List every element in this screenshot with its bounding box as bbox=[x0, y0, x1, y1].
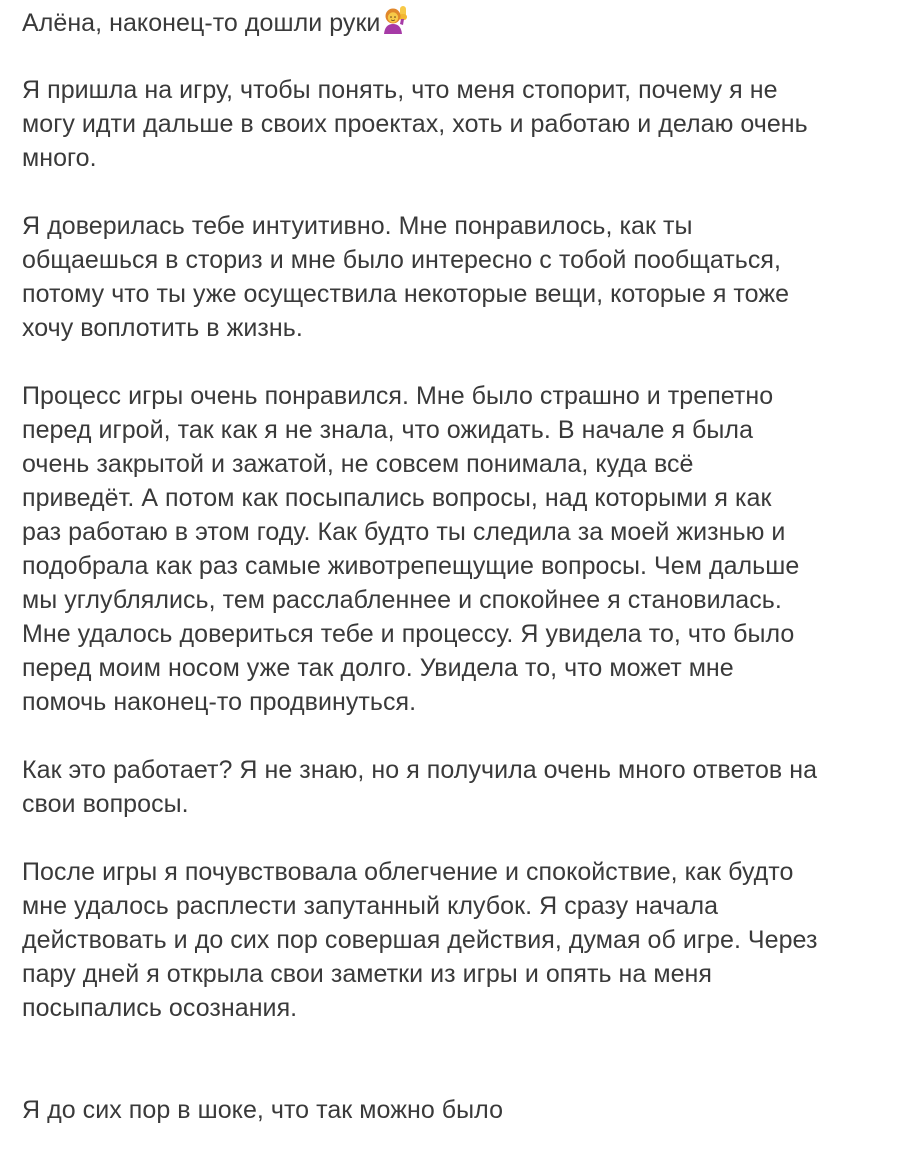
paragraph-list bbox=[22, 73, 912, 1127]
text-line: хочу воплотить в жизнь. bbox=[22, 314, 303, 342]
text-line: Я доверилась тебе интуитивно. Мне понравилось, как ты bbox=[22, 212, 693, 240]
text-line: потому что ты уже осуществила некоторые вещи, которые я тоже bbox=[22, 280, 790, 308]
paragraph bbox=[22, 209, 912, 345]
message-body bbox=[22, 5, 912, 1161]
text-line: много. bbox=[22, 144, 97, 172]
text-line: посыпались осознания. bbox=[22, 994, 298, 1022]
text-line: раз работаю в этом году. Как будто ты следила за моей жизнью и bbox=[22, 518, 786, 546]
text-line: Как это работает? Я не знаю, но я получила очень много ответов на bbox=[22, 756, 818, 784]
raising-hand-woman-icon bbox=[381, 5, 411, 44]
text-line: подобрала как раз самые животрепещущие вопросы. Чем дальше bbox=[22, 552, 800, 580]
text-line: мне удалось расплести запутанный клубок. Я сразу начала bbox=[22, 892, 719, 920]
text-line: пару дней я открыла свои заметки из игры и опять на меня bbox=[22, 960, 712, 988]
paragraph bbox=[22, 379, 912, 719]
text-line: могу идти дальше в своих проектах, хоть и работаю и делаю очень bbox=[22, 110, 808, 138]
paragraph bbox=[22, 855, 912, 1025]
text-line: Процесс игры очень понравился. Мне было страшно и трепетно bbox=[22, 382, 774, 410]
text-line: очень закрытой и зажатой, не совсем понимала, куда всё bbox=[22, 450, 694, 478]
paragraph bbox=[22, 73, 912, 175]
text-line: Я пришла на игру, чтобы понять, что меня стопорит, почему я не bbox=[22, 76, 778, 104]
greeting-text: Алёна, наконец-то дошли руки bbox=[22, 9, 381, 37]
text-line: приведёт. А потом как посыпались вопросы, над которыми я как bbox=[22, 484, 772, 512]
text-line: После игры я почувствовала облегчение и спокойствие, как будто bbox=[22, 858, 794, 886]
text-line: перед игрой, так как я не знала, что ожидать. В начале я была bbox=[22, 416, 754, 444]
text-line: действовать и до сих пор совершая действия, думая об игре. Через bbox=[22, 926, 818, 954]
text-line: помочь наконец-то продвинуться. bbox=[22, 688, 417, 716]
greeting-paragraph bbox=[22, 5, 912, 39]
text-line: Мне удалось довериться тебе и процессу. Я увидела то, что было bbox=[22, 620, 795, 648]
text-line: перед моим носом уже так долго. Увидела то, что может мне bbox=[22, 654, 734, 682]
text-line: Я до сих пор в шоке, что так можно было bbox=[22, 1096, 504, 1124]
text-line: свои вопросы. bbox=[22, 790, 189, 818]
text-line: мы углублялись, тем расслабленнее и спокойнее я становилась. bbox=[22, 586, 782, 614]
text-line: общаешься в сториз и мне было интересно с тобой пообщаться, bbox=[22, 246, 781, 274]
paragraph bbox=[22, 753, 912, 821]
paragraph bbox=[22, 1093, 912, 1127]
